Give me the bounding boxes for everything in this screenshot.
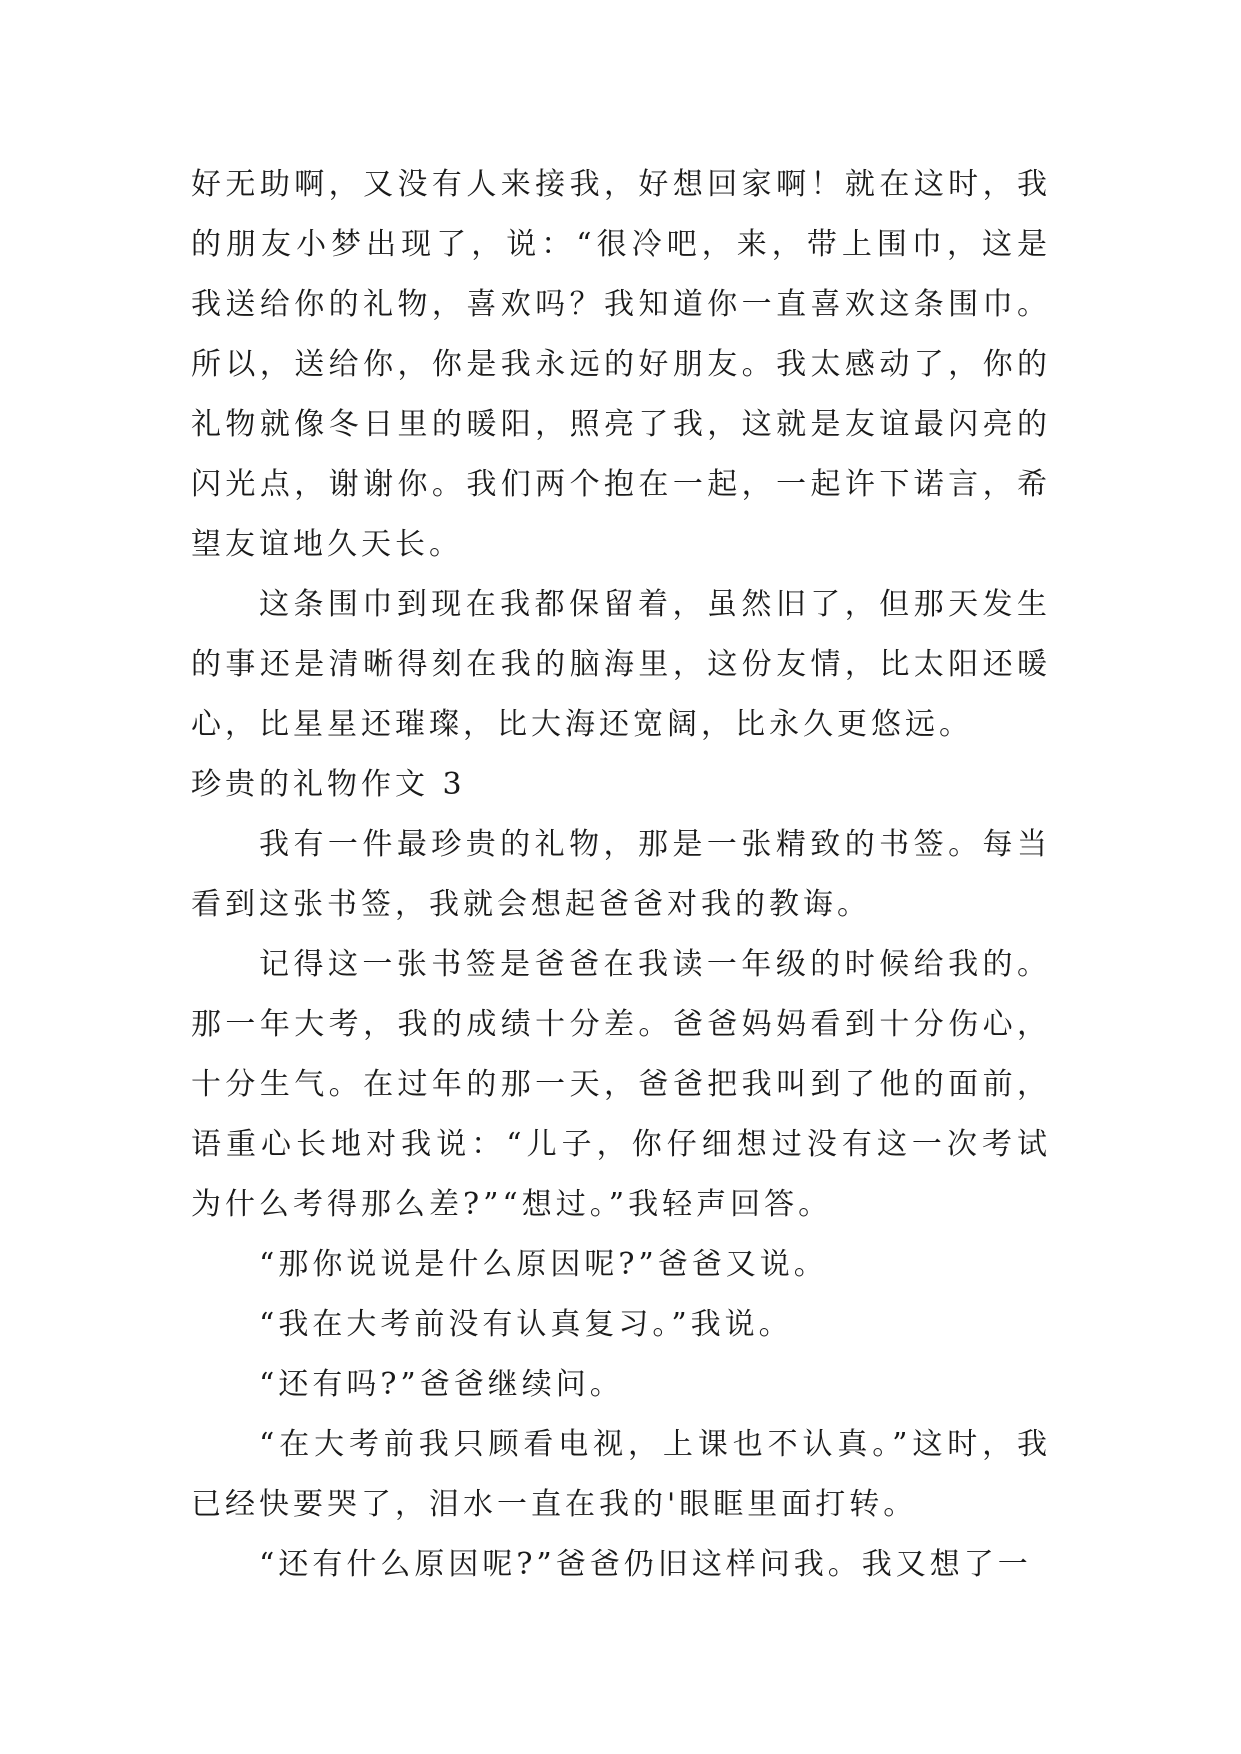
- paragraph-scarf-memory: 这条围巾到现在我都保留着，虽然旧了，但那天发生的事还是清晰得刻在我的脑海里，这份友情，比太阳还暖心，比星星还璀璨，比大海还宽阔，比永久更悠远。: [191, 587, 1051, 742]
- paragraph-bookmark-story: 记得这一张书签是爸爸在我读一年级的时候给我的。那一年大考，我的成绩十分差。爸爸妈妈看到十分伤心，十分生气。在过年的那一天，爸爸把我叫到了他的面前，语重心长地对我说：“儿子，你仔细想过没有这一次考试为什么考得那么差?”“想过。”我轻声回答。: [191, 947, 1051, 1222]
- document-body: [191, 155, 1051, 1595]
- paragraph-bookmark-intro: 我有一件最珍贵的礼物，那是一张精致的书签。每当看到这张书签，我就会想起爸爸对我的教诲。: [191, 827, 1051, 922]
- paragraph-dialogue-3: “还有吗?”爸爸继续问。: [259, 1367, 624, 1402]
- paragraph-dialogue-4: “在大考前我只顾看电视，上课也不认真。”这时，我已经快要哭了，泪水一直在我的'眼眶里面打转。: [191, 1427, 1051, 1522]
- paragraph-gift-scarf: 好无助啊，又没有人来接我，好想回家啊！就在这时，我的朋友小梦出现了，说：“很冷吧，来，带上围巾，这是我送给你的礼物，喜欢吗？我知道你一直喜欢这条围巾。所以，送给你，你是我永远的好朋友。我太感动了，你的礼物就像冬日里的暖阳，照亮了我，这就是友谊最闪亮的闪光点，谢谢你。我们两个抱在一起，一起许下诺言，希望友谊地久天长。: [191, 167, 1051, 562]
- section-title: 珍贵的礼物作文 3: [191, 767, 466, 802]
- paragraph-dialogue-2: “我在大考前没有认真复习。”我说。: [259, 1307, 793, 1342]
- paragraph-dialogue-1: “那你说说是什么原因呢?”爸爸又说。: [259, 1247, 828, 1282]
- paragraph-dialogue-5: “还有什么原因呢?”爸爸仍旧这样问我。我又想了一: [259, 1547, 1032, 1582]
